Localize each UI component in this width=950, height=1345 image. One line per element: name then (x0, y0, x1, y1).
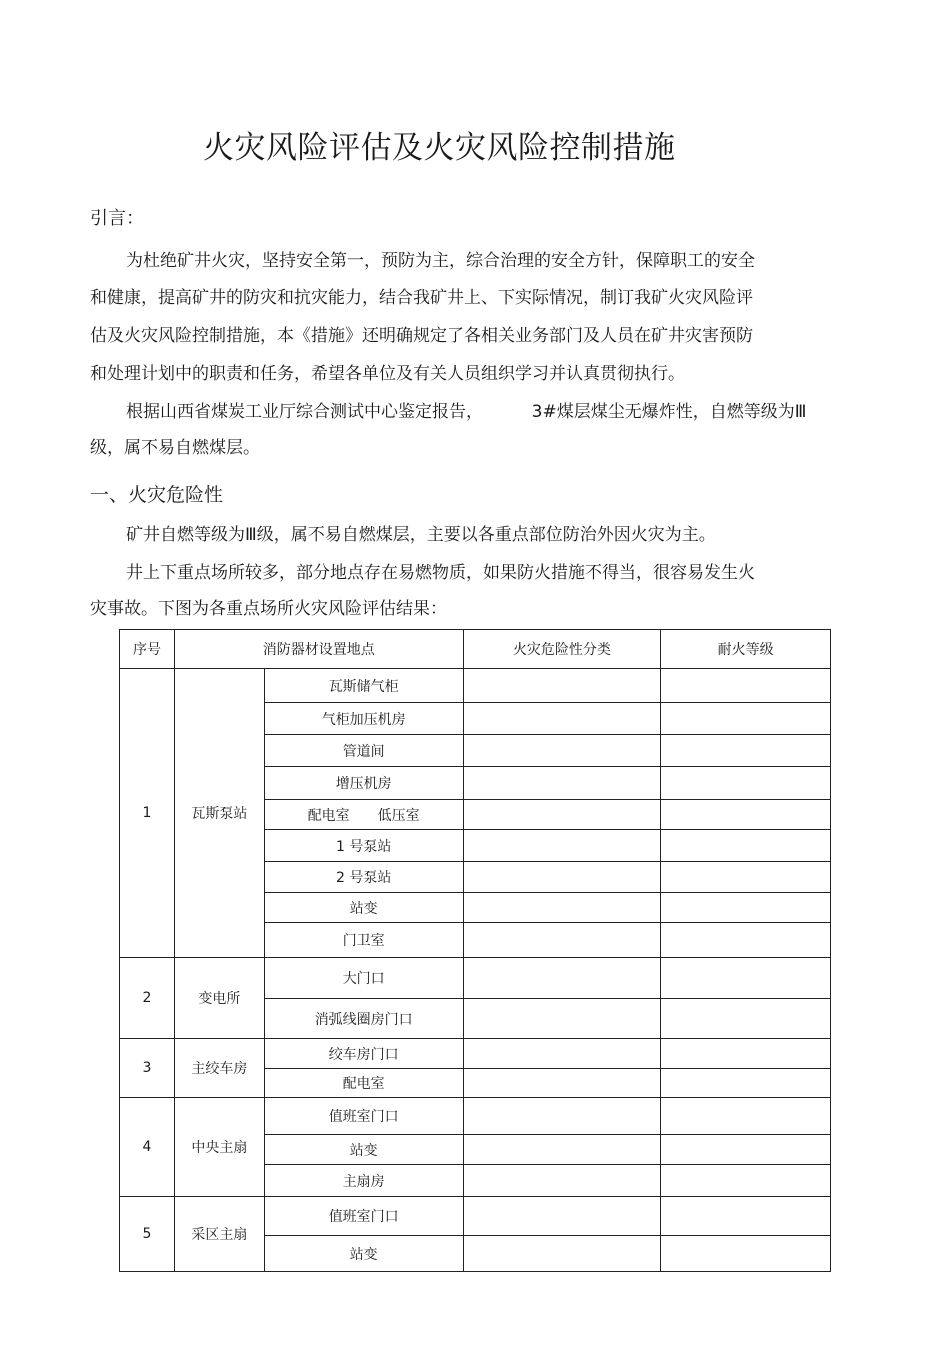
intro-line: 和健康，提高矿井的防灾和抗灾能力，结合我矿井上、下实际情况，制订我矿火灾风险评 (90, 288, 753, 308)
location-cell: 站变 (264, 1236, 463, 1272)
header-no: 序号 (120, 630, 175, 669)
location-cell: 消弧线圈房门口 (264, 999, 463, 1039)
fire-risk-table (119, 629, 831, 1272)
group-site: 采区主扇 (174, 1197, 264, 1272)
location-cell: 站变 (264, 1135, 463, 1165)
table-row (120, 1098, 831, 1135)
table-row (120, 958, 831, 999)
location-cell: 大门口 (264, 958, 463, 999)
group-site: 瓦斯泵站 (174, 669, 264, 958)
group-site: 中央主扇 (174, 1098, 264, 1197)
page-title: 火灾风险评估及火灾风险控制措施 (203, 130, 676, 166)
table-row (120, 1197, 831, 1236)
section-line: 灾事故。下图为各重点场所火灾风险评估结果： (90, 599, 447, 619)
section-line: 矿井自燃等级为Ⅲ级，属不易自燃煤层，主要以各重点部位防治外因火灾为主。 (126, 525, 716, 545)
group-no: 1 (120, 669, 175, 958)
section-line: 井上下重点场所较多，部分地点存在易燃物质，如果防火措施不得当，很容易发生火 (126, 563, 755, 583)
intro-line: 估及火灾风险控制措施，本《措施》还明确规定了各相关业务部门及人员在矿井灾害预防 (90, 326, 753, 346)
location-cell: 值班室门口 (264, 1197, 463, 1236)
basis-line: 根据山西省煤炭工业厅综合测试中心鉴定报告， 3#煤层煤尘无爆炸性，自燃等级为Ⅲ (126, 402, 807, 422)
group-no: 5 (120, 1197, 175, 1272)
location-cell: 门卫室 (264, 923, 463, 958)
group-no: 4 (120, 1098, 175, 1197)
group-site: 主绞车房 (174, 1039, 264, 1098)
intro-line: 为杜绝矿井火灾，坚持安全第一，预防为主，综合治理的安全方针，保障职工的安全 (126, 251, 755, 271)
table-header-row (120, 630, 831, 669)
location-cell: 管道间 (264, 735, 463, 767)
section-heading: 一、火灾危险性 (90, 484, 224, 506)
group-no: 3 (120, 1039, 175, 1098)
location-cell: 增压机房 (264, 767, 463, 800)
location-cell: 配电室 (264, 1069, 463, 1098)
location-cell: 配电室 低压室 (264, 800, 463, 830)
header-fire-rating: 耐火等级 (661, 630, 831, 669)
location-cell: 2 号泵站 (264, 862, 463, 893)
header-site: 消防器材设置地点 (174, 630, 463, 669)
group-site: 变电所 (174, 958, 264, 1039)
basis-line: 级，属不易自燃煤层。 (90, 438, 260, 458)
table-row (120, 1039, 831, 1069)
location-cell: 值班室门口 (264, 1098, 463, 1135)
table-row (120, 669, 831, 703)
group-no: 2 (120, 958, 175, 1039)
location-cell: 瓦斯储气柜 (264, 669, 463, 703)
header-risk-class: 火灾危险性分类 (463, 630, 661, 669)
intro-line: 和处理计划中的职责和任务，希望各单位及有关人员组织学习并认真贯彻执行。 (90, 364, 685, 384)
location-cell: 气柜加压机房 (264, 703, 463, 735)
intro-label: 引言： (90, 208, 144, 229)
location-cell: 主扇房 (264, 1165, 463, 1197)
location-cell: 站变 (264, 893, 463, 923)
location-cell: 绞车房门口 (264, 1039, 463, 1069)
location-cell: 1 号泵站 (264, 830, 463, 862)
